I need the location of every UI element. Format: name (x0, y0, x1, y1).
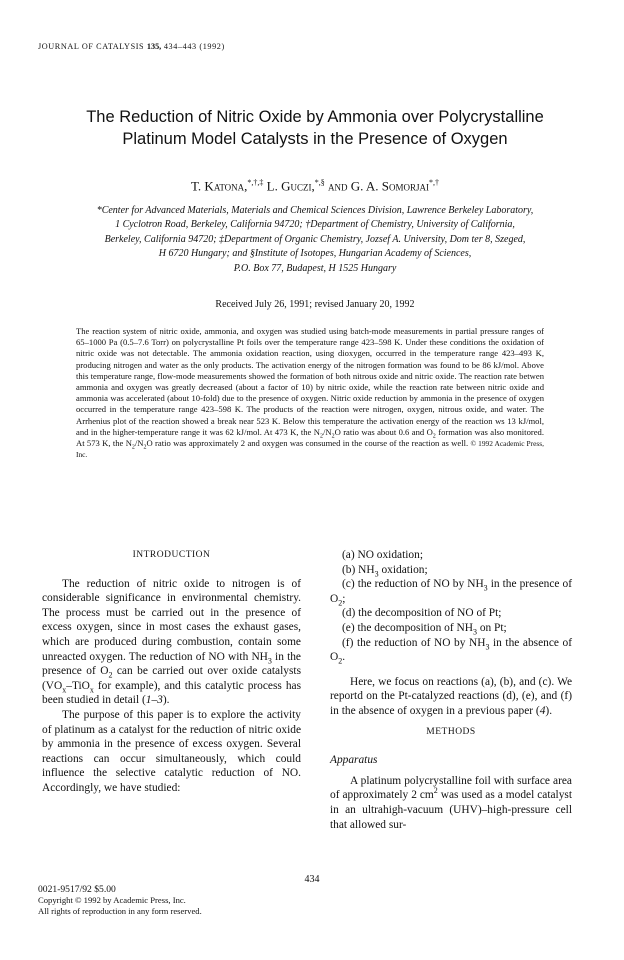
list-text: (c) the reduction of NO by NH (342, 578, 484, 591)
author-3-marks: *,† (429, 178, 440, 187)
affiliations (30, 204, 600, 276)
affiliation-line: 1 Cyclotron Road, Berkeley, California 94720; †Department of Chemistry, University of California, (115, 219, 515, 231)
journal-name: JOURNAL OF CATALYSIS (38, 42, 145, 51)
intro-paragraph-2: The purpose of this paper is to explore the activity of platinum as a catalyst for the reduction of nitric oxide by ammonia in the presence of excess oxygen. Several reactions can occur simultaneously, which could influence the selective catalytic reduction of NO. Accordingly, we have studied: (42, 708, 301, 794)
section-heading-introduction: INTRODUCTION (132, 550, 211, 560)
superscript: 2 (433, 786, 438, 796)
footer-block (38, 884, 202, 917)
list-text: in the absence of O (330, 636, 572, 664)
list-text: (f) the reduction of NO by NH (342, 636, 486, 649)
subscript: 3 (483, 583, 488, 593)
abstract-text: /N (134, 438, 144, 449)
citation-reference: 1–3 (145, 694, 163, 707)
author-and: and (324, 178, 348, 194)
title-line-2: Platinum Model Catalysts in the Presence of Oxygen (122, 130, 508, 148)
subscript: x (62, 685, 67, 695)
list-item (330, 621, 572, 636)
abstract-text: O ratio was approximately 2 and oxygen was consumed in the course of the reaction as well. (146, 438, 469, 449)
list-item (330, 577, 572, 606)
list-item (330, 606, 572, 621)
affiliation-line: H 6720 Hungary; and §Institute of Isotopes, Hungarian Academy of Sciences, (158, 248, 472, 260)
title-line-1: The Reduction of Nitric Oxide by Ammonia over Polycrystalline (86, 108, 544, 126)
paragraph-text: The reduction of nitric oxide to nitrogen is of considerable significance in environmental chemistry. The process must be carried out in the presence of excess oxygen, since in most cases the exhaust gases, which are produced during combustion, contain some unreacted oxygen. The reduction of NO with NH (42, 577, 301, 663)
paragraph-text: –TiO (66, 679, 90, 692)
paragraph-text: for example), and this catalytic process has been studied in detail ( (42, 679, 301, 707)
subscript: 2 (331, 433, 335, 440)
author-1-marks: *,†,‡ (247, 178, 264, 187)
author-2: L. Guczi, (263, 178, 315, 194)
paragraph-text: Here, we focus on reactions (a), (b), and (c). We reportd on the Pt-catalyzed reactions (d), (e), and (f) in the absence of oxygen in a previous paper ( (330, 675, 572, 717)
paragraph-text: can be carried out over oxide catalysts (VO (42, 665, 301, 692)
affiliation-line: *Center for Advanced Materials, Materials and Chemical Sciences Division, Lawrence Berkeley Laboratory, (96, 205, 534, 216)
subscript: 3 (485, 641, 490, 651)
list-item (330, 636, 572, 665)
paragraph-text: ). (162, 694, 170, 707)
journal-volume: 135, (146, 42, 162, 51)
paragraph-text: ). (545, 704, 553, 717)
subscript: 2 (319, 433, 323, 440)
focus-paragraph (330, 675, 572, 719)
list-item (330, 548, 572, 563)
paragraph-text: in the presence of O (42, 650, 301, 678)
author-1: T. Katona, (190, 178, 248, 194)
list-text: (d) the decomposition of NO of Pt; (342, 607, 502, 620)
issn-code: 0021-9517/92 $5.00 (38, 884, 116, 895)
author-list (40, 178, 590, 194)
paragraph-text: was used as a model catalyst in an ultrahigh-vacuum (UHV)–high-pressure cell that allowed sur- (330, 789, 572, 831)
right-column (330, 548, 572, 832)
subscript: 3 (267, 655, 272, 665)
subscript: 2 (338, 598, 343, 608)
subscript: 3 (374, 568, 379, 578)
abstract-text: /N (322, 426, 332, 437)
affiliation-line: Berkeley, California 94720; ‡Department of Organic Chemistry, Jozsef A. University, Dom ter 8, Szeged, (104, 233, 526, 245)
journal-header (38, 42, 225, 51)
left-column (42, 548, 301, 796)
received-dates: Received July 26, 1991; revised January 20, 1992 (215, 299, 415, 310)
section-heading-methods: METHODS (426, 726, 476, 737)
rights-notice: All rights of reproduction in any form reserved. (38, 906, 202, 916)
list-item (330, 563, 572, 578)
subscript: 2 (108, 670, 113, 680)
abstract-text: O ratio was about 0.6 and O (334, 426, 433, 437)
page-number: 434 (304, 874, 320, 885)
list-text: (b) NH (342, 563, 375, 576)
list-text: oxidation; (378, 563, 428, 576)
subscript: 3 (472, 627, 477, 637)
list-text: . (342, 651, 346, 664)
abstract (76, 326, 544, 460)
list-text: (a) NO oxidation; (342, 549, 423, 561)
subscript: x (89, 685, 94, 695)
author-3: G. A. Somorjai (347, 178, 430, 194)
subscript: 2 (143, 444, 147, 451)
journal-pages: 434–443 (1992) (163, 42, 225, 51)
subsection-heading-apparatus: Apparatus (330, 754, 378, 767)
apparatus-paragraph (330, 774, 572, 832)
list-text: (e) the decomposition of NH (342, 621, 473, 634)
list-text: ; (342, 592, 346, 605)
abstract-text: formation was also monitored. At 573 K, the N (76, 426, 544, 449)
affiliation-line: P.O. Box 77, Budapest, H 1525 Hungary (233, 262, 397, 274)
list-text: on Pt; (476, 621, 507, 634)
subscript: 2 (131, 444, 135, 451)
subscript: 2 (338, 656, 343, 666)
paragraph-text: A platinum polycrystalline foil with surface area of approximately 2 cm (330, 774, 572, 802)
abstract-text: The reaction system of nitric oxide, ammonia, and oxygen was studied using batch-mode measurements in partial pressure ranges of 65–1000 Pa (0.5–7.6 Torr) on polycrystalline Pt foils over the temperature range 423–598 K. Under these conditions the oxidation of nitric oxide was not detectable. The ammonia oxidation reaction, using dioxygen, occurred in the temperature range 423–493 K, producing nitrogen and water as the only products. The activation energy of the nitrogen formation was found to be 86 kJ/mol. Above this temperature range, flow-mode measurements showed the formation of both nitrous oxide and nitric oxide. The reaction rate betwen ammonia and oxygen was greatly decreased (about a factor of 10) by nitric oxide, while the reaction rate between nitric oxide and ammonia was accelerated (about 10-fold) due to the presence of oxygen. Nitric oxide reduction by ammonia in the presence of oxygen occurred in the temperature range 423–598 K. The products of the reaction were nitrogen, oxygen, nitrous oxide, and water. The Arrhenius plot of the reaction showed a break near 523 K. Below this temperature the activation energy of the reaction ws 13 kJ/mol, and in the higher-temperature range it was 62 kJ/mol. At 473 K, the N (76, 326, 544, 437)
list-text: in the presence of O (330, 578, 572, 605)
author-2-marks: *,§ (314, 178, 325, 187)
subscript: 2 (432, 433, 436, 440)
citation-reference: 4 (539, 704, 546, 717)
spacer (330, 665, 572, 675)
paper-title (40, 106, 590, 150)
copyright-notice: Copyright © 1992 by Academic Press, Inc. (38, 895, 186, 905)
abstract-copyright: © 1992 Academic Press, Inc. (76, 439, 544, 460)
intro-paragraph-1 (42, 577, 301, 708)
